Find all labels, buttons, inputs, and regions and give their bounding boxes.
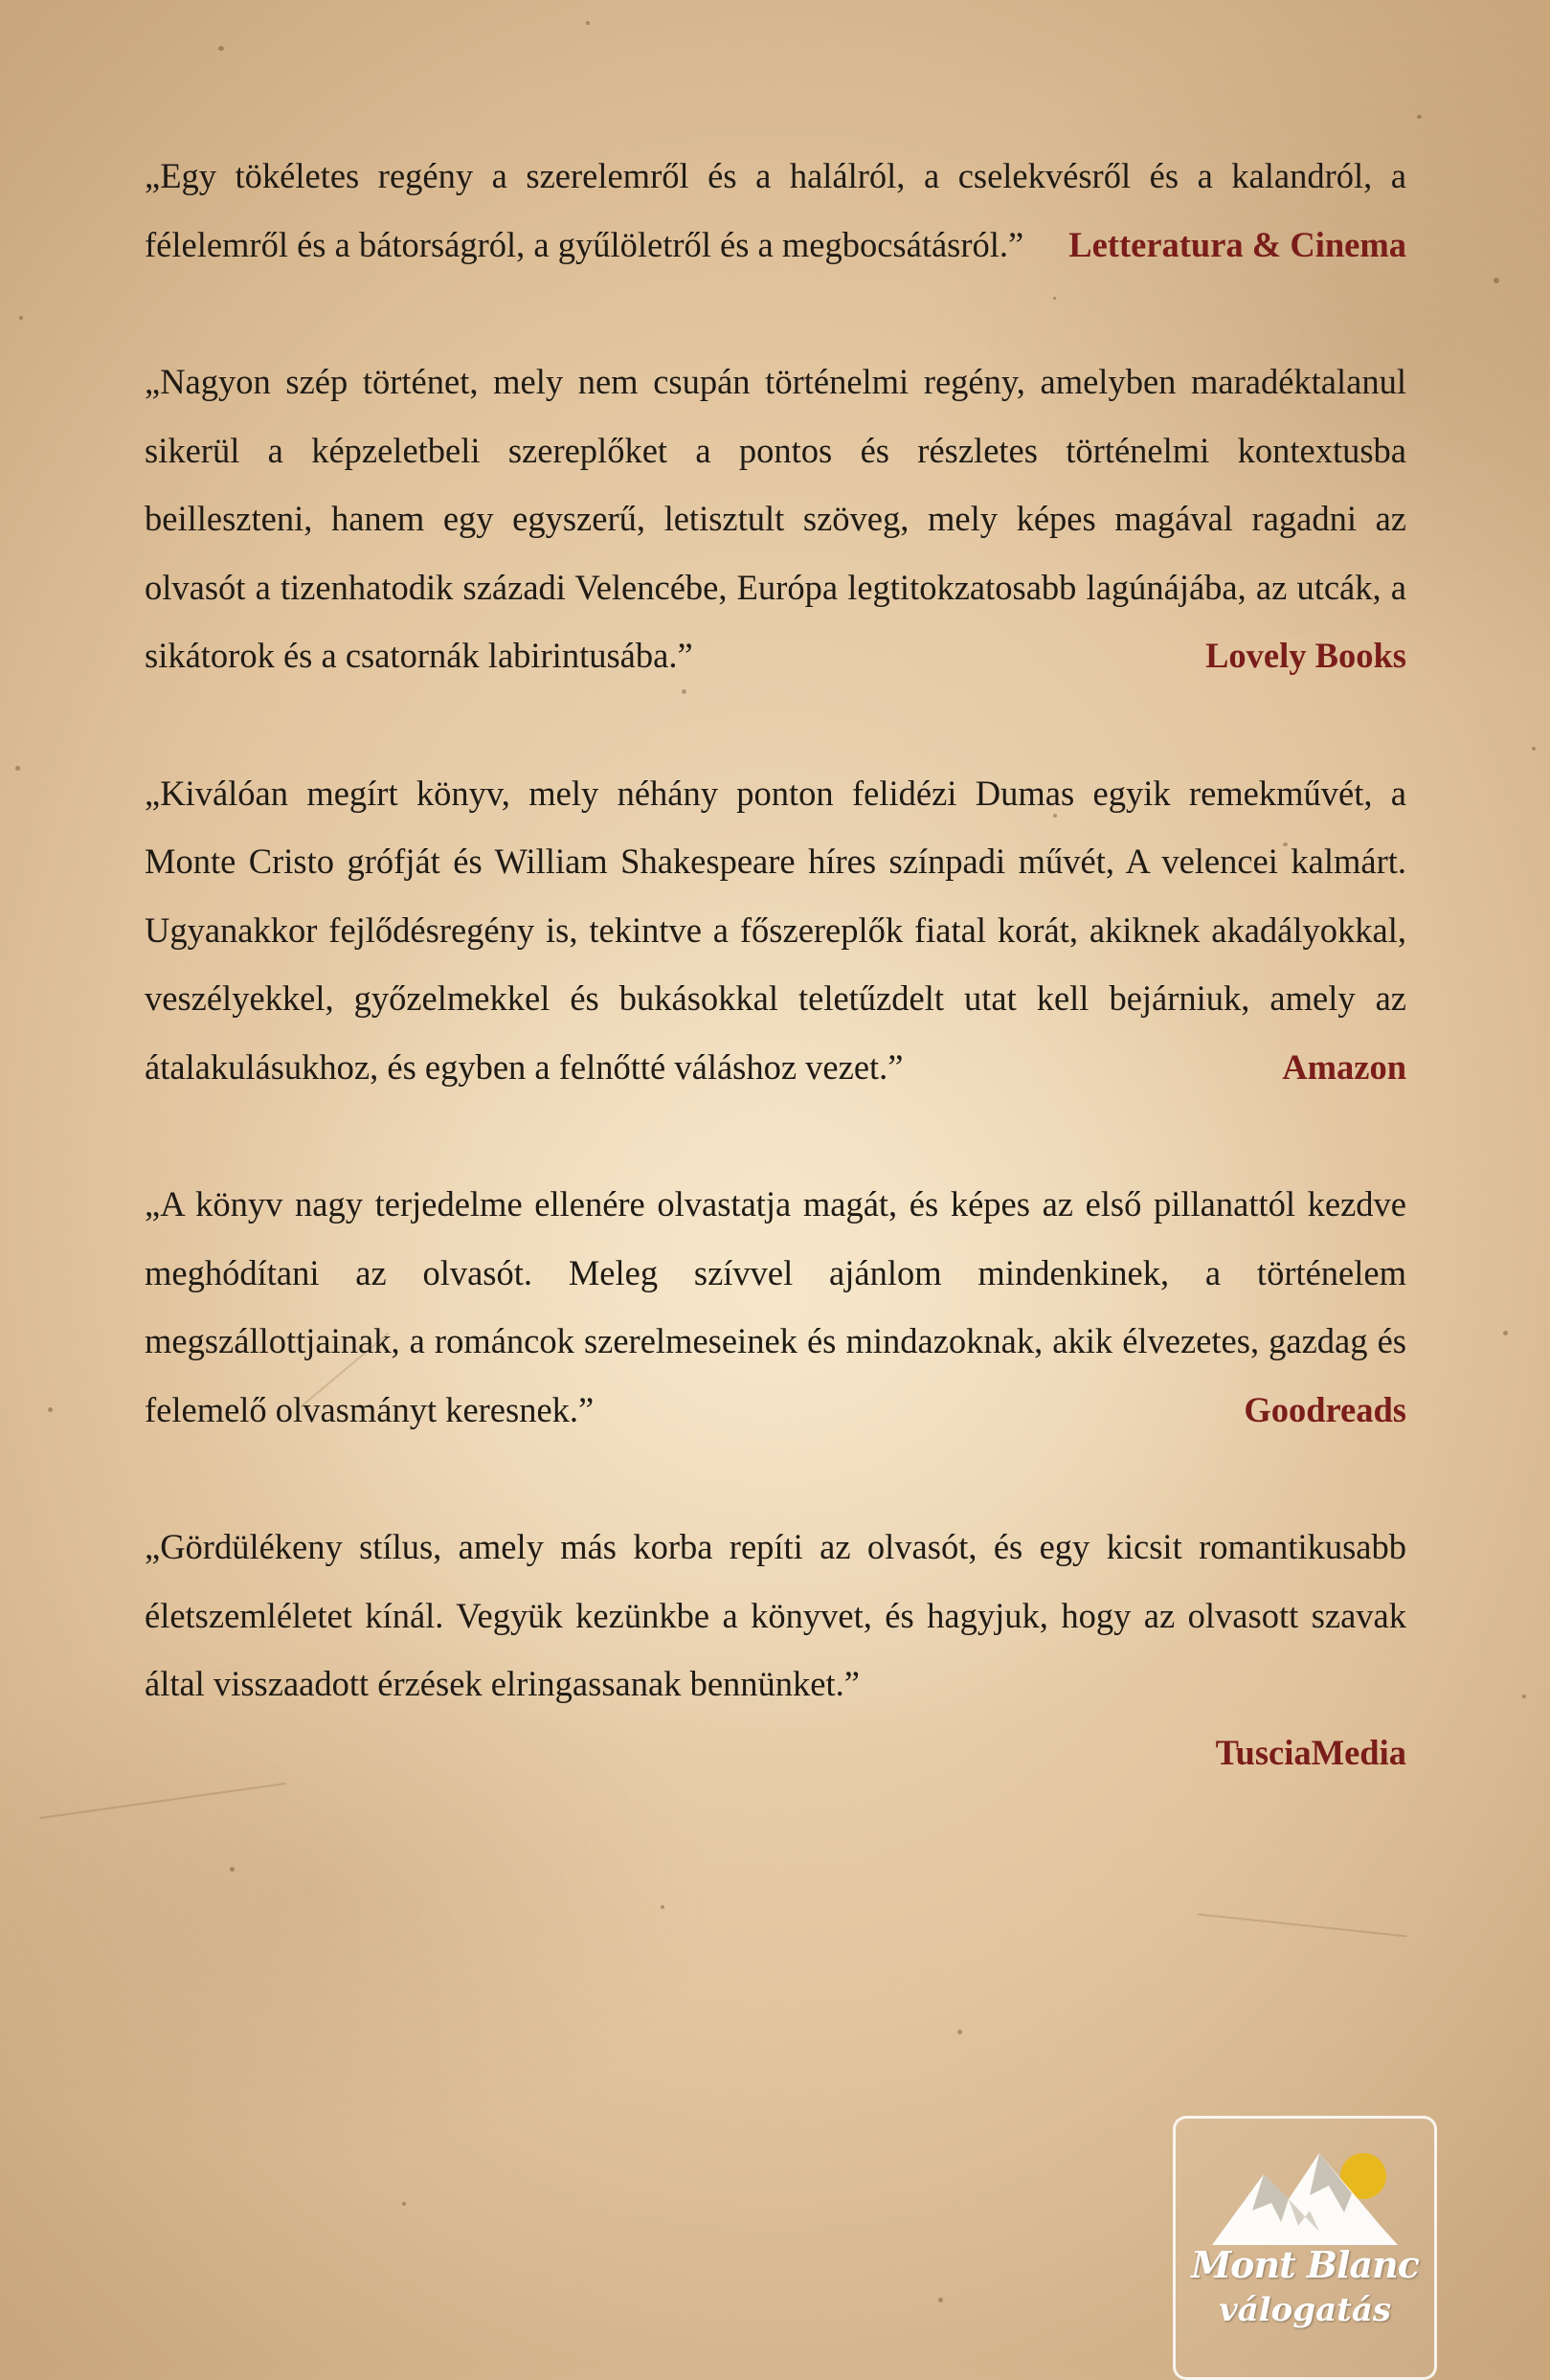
review-1-source: Letteratura & Cinema: [1068, 224, 1406, 264]
review-1: [145, 142, 1406, 279]
review-3: [145, 759, 1406, 1102]
review-2: [145, 348, 1406, 690]
review-5-text: „Gördülékeny stílus, amely más korba repíti az olvasót, és egy kicsit romantikusabb életszemléletet kínál. Vegyük kezünkbe a könyvet, és hagyjuk, hogy az olvasott szavak által visszaadott érzések elringassanak bennünket.”: [145, 1527, 1406, 1703]
review-5: [145, 1513, 1406, 1718]
review-3-text: „Kiválóan megírt könyv, mely néhány ponton felidézi Dumas egyik remekművét, a Monte Cristo grófját és William Shakespeare híres színpadi művét, A velencei kalmárt. Ugyanakkor fejlődésregény is, tekintve a főszereplők fiatal korát, akiknek akadályokkal, veszélyekkel, győzelmekkel és bukásokkal teletűzdelt utat kell bejárniuk, amely az átalakulásukhoz, és egyben a felnőtté váláshoz vezet.”: [145, 773, 1406, 1087]
review-4-source: Goodreads: [1244, 1389, 1406, 1429]
review-2-text: „Nagyon szép történet, mely nem csupán történelmi regény, amelyben maradéktalanul sikerül a képzeletbeli szereplőket a pontos és részletes történelmi kontextusba beilleszteni, hanem egy egyszerű, letisztult szöveg, mely képes magával ragadni az olvasót a tizenhatodik századi Velencébe, Európa legtitokzatosabb lagúnájába, az utcák, a sikátorok és a csatornák labirintusába.”: [145, 362, 1406, 675]
review-1-text: „Egy tökéletes regény a szerelemről és a halálról, a cselekvésről és a kalandról, a félelemről és a bátorságról, a gyűlöletről és a megbocsátásról.”: [145, 156, 1406, 264]
review-4-text: „A könyv nagy terjedelme ellenére olvastatja magát, és képes az első pillanattól kezdve meghódítani az olvasót. Meleg szívvel ajánlom mindenkinek, a történelem megszállottjainak, a románcok szerelmeseinek és mindazoknak, akik élvezetes, gazdag és felemelő olvasmányt keresnek.”: [145, 1184, 1406, 1429]
review-2-source: Lovely Books: [1205, 636, 1406, 675]
reviews-section: [145, 142, 1406, 1786]
review-3-source: Amazon: [1282, 1046, 1406, 1087]
publisher-logo: [1173, 2116, 1437, 2380]
review-5-source: TusciaMedia: [1215, 1732, 1406, 1772]
publisher-series: válogatás: [1218, 2291, 1392, 2329]
review-4: [145, 1170, 1406, 1444]
publisher-name: Mont Blanc: [1191, 2243, 1419, 2286]
